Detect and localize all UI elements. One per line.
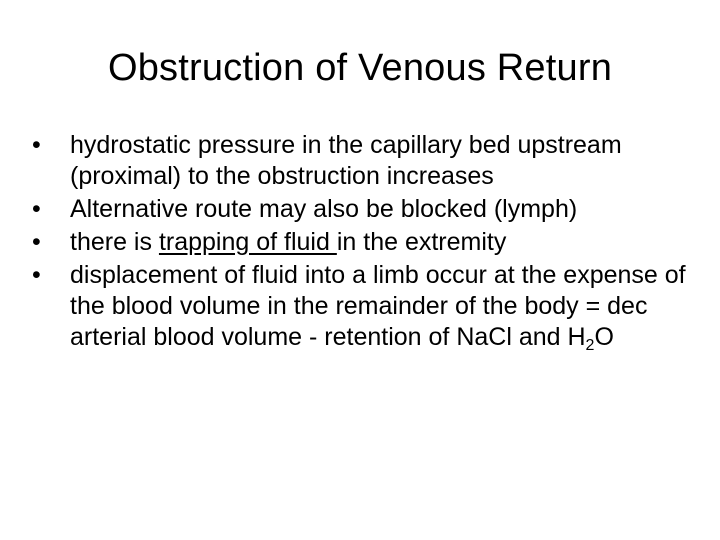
bullet-text: hydrostatic pressure in the capillary bed upstream (proximal) to the obstruction increases bbox=[70, 131, 622, 190]
bullet-text-pre: displacement of fluid into a limb occur at the expense of the blood volume in the remainder of the body = dec arterial blood volume - retention of NaCl and H bbox=[70, 261, 686, 351]
bullet-text-post: O bbox=[594, 323, 614, 351]
bullet-text-pre: there is bbox=[70, 228, 159, 256]
bullet-marker: • bbox=[32, 228, 41, 256]
bullet-item-trapping-fluid bbox=[30, 227, 690, 258]
bullet-marker: • bbox=[32, 261, 41, 289]
bullet-marker: • bbox=[32, 131, 41, 159]
bullet-item-fluid-displacement bbox=[30, 260, 690, 353]
bullet-list bbox=[30, 130, 690, 355]
bullet-item-capillary-pressure bbox=[30, 130, 690, 192]
bullet-item-alternative-route bbox=[30, 194, 690, 225]
bullet-marker: • bbox=[32, 195, 41, 223]
subscript-number: 2 bbox=[585, 337, 595, 354]
slide-title: Obstruction of Venous Return bbox=[107, 47, 613, 89]
bullet-text-post: in the extremity bbox=[336, 228, 507, 256]
underlined-phrase: trapping of fluid bbox=[158, 228, 337, 256]
bullet-text: Alternative route may also be blocked (lymph) bbox=[70, 195, 578, 223]
